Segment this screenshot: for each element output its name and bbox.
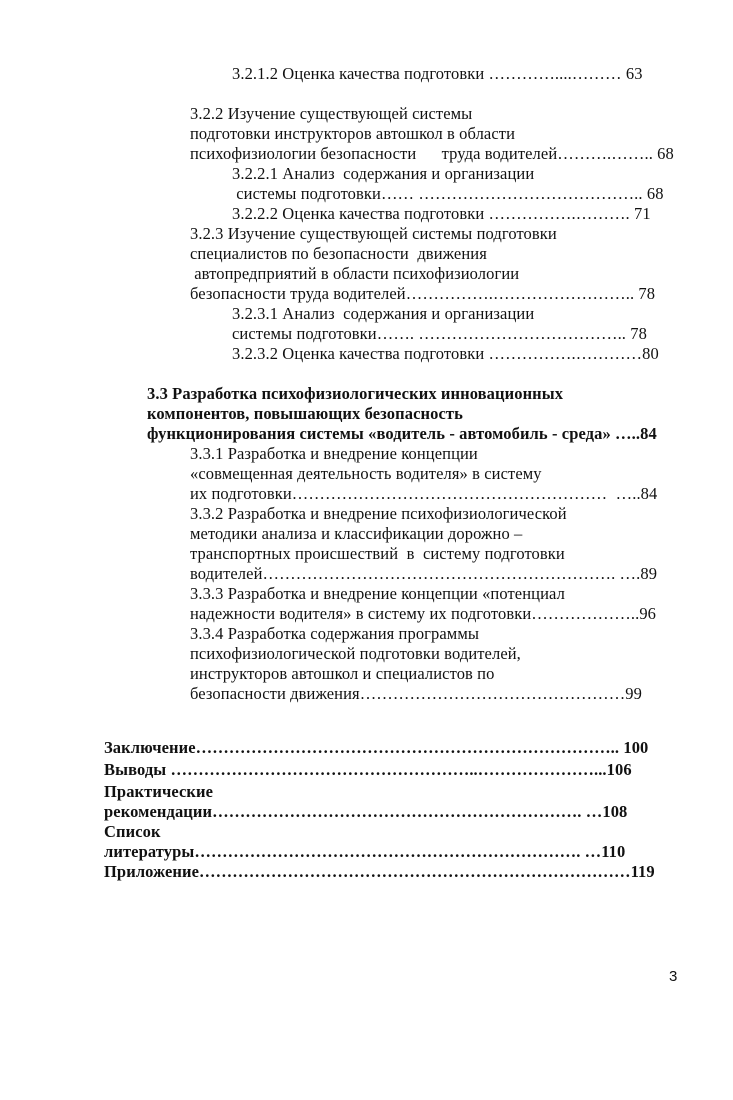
toc-references-line1: Список bbox=[104, 822, 161, 841]
toc-conclusion: Заключение………………………………………………………………….. 100 bbox=[104, 738, 649, 757]
toc-entry-3-3-4-line2: психофизиологической подготовки водителей, bbox=[190, 644, 521, 663]
toc-section-3-3-line2: компонентов, повышающих безопасность bbox=[147, 404, 463, 423]
toc-findings: Выводы ………………………………………………..…………………...106 bbox=[104, 760, 632, 779]
toc-entry-3-3-2-line2: методики анализа и классификации дорожно – bbox=[190, 524, 523, 543]
toc-references-line2: литературы……………………………………………………………. …110 bbox=[104, 842, 626, 861]
toc-entry-3-3-2-line1: 3.3.2 Разработка и внедрение психофизиологической bbox=[190, 504, 567, 523]
toc-entry-3-2-3-2: 3.2.3.2 Оценка качества подготовки …………….…………80 bbox=[232, 344, 659, 363]
toc-entry-3-3-4-line3: инструкторов автошкол и специалистов по bbox=[190, 664, 495, 683]
toc-entry-3-2-2-line3: психофизиологии безопасности труда водителей……….…….. 68 bbox=[190, 144, 674, 163]
toc-entry-3-2-2-1-line1: 3.2.2.1 Анализ содержания и организации bbox=[232, 164, 535, 183]
toc-section-3-3-line3: функционирования системы «водитель - автомобиль - среда» …..84 bbox=[147, 424, 657, 443]
toc-entry-3-2-3-line1: 3.2.3 Изучение существующей системы подготовки bbox=[190, 224, 557, 243]
toc-appendix: Приложение……………………………………………………………………119 bbox=[104, 862, 655, 881]
page-number: 3 bbox=[669, 968, 678, 985]
toc-entry-3-3-4-line1: 3.3.4 Разработка содержания программы bbox=[190, 624, 480, 643]
toc-entry-3-2-2-line2: подготовки инструкторов автошкол в области bbox=[190, 124, 516, 143]
toc-entry-3-2-3-1-line2: системы подготовки……. ……………………………….. 78 bbox=[232, 324, 647, 343]
toc-recommendations-line1: Практические bbox=[104, 782, 214, 801]
toc-entry-3-3-1-line1: 3.3.1 Разработка и внедрение концепции bbox=[190, 444, 478, 463]
toc-entry-3-3-3-line1: 3.3.3 Разработка и внедрение концепции «потенциал bbox=[190, 584, 565, 603]
toc-entry-3-2-3-line4: безопасности труда водителей…………….…………………….. 78 bbox=[190, 284, 656, 303]
toc-entry-3-2-3-line2: специалистов по безопасности движения bbox=[190, 244, 487, 263]
toc-entry-3-2-3-1-line1: 3.2.3.1 Анализ содержания и организации bbox=[232, 304, 535, 323]
toc-entry-3-3-2-line3: транспортных происшествий в систему подготовки bbox=[190, 544, 565, 563]
toc-entry-3-3-3-line2: надежности водителя» в систему их подготовки………………..96 bbox=[190, 604, 657, 623]
toc-entry-3-2-2-line1: 3.2.2 Изучение существующей системы bbox=[190, 104, 473, 123]
toc-entry-3-2-2-1-line2: системы подготовки…… ………………………………….. 68 bbox=[232, 184, 664, 203]
toc-entry-3-3-1-line3: их подготовки………………………………………………… …..84 bbox=[190, 484, 658, 503]
toc-entry-3-2-2-2: 3.2.2.2 Оценка качества подготовки …………….………. 71 bbox=[232, 204, 651, 223]
toc-section-3-3-line1: 3.3 Разработка психофизиологических инновационных bbox=[147, 384, 564, 403]
toc-recommendations-line2: рекомендации…………………………………………………………. …108 bbox=[104, 802, 628, 821]
toc-entry-3-2-3-line3: автопредприятий в области психофизиологии bbox=[190, 264, 520, 283]
toc-entry-3-3-1-line2: «совмещенная деятельность водителя» в систему bbox=[190, 464, 542, 483]
toc-entry-3-3-4-line4: безопасности движения…………………………………………99 bbox=[190, 684, 643, 703]
toc-entry-3-3-2-line4: водителей………………………………………………………. ….89 bbox=[190, 564, 658, 583]
toc-entry-3-2-1-2: 3.2.1.2 Оценка качества подготовки …………....……… 63 bbox=[232, 64, 643, 83]
